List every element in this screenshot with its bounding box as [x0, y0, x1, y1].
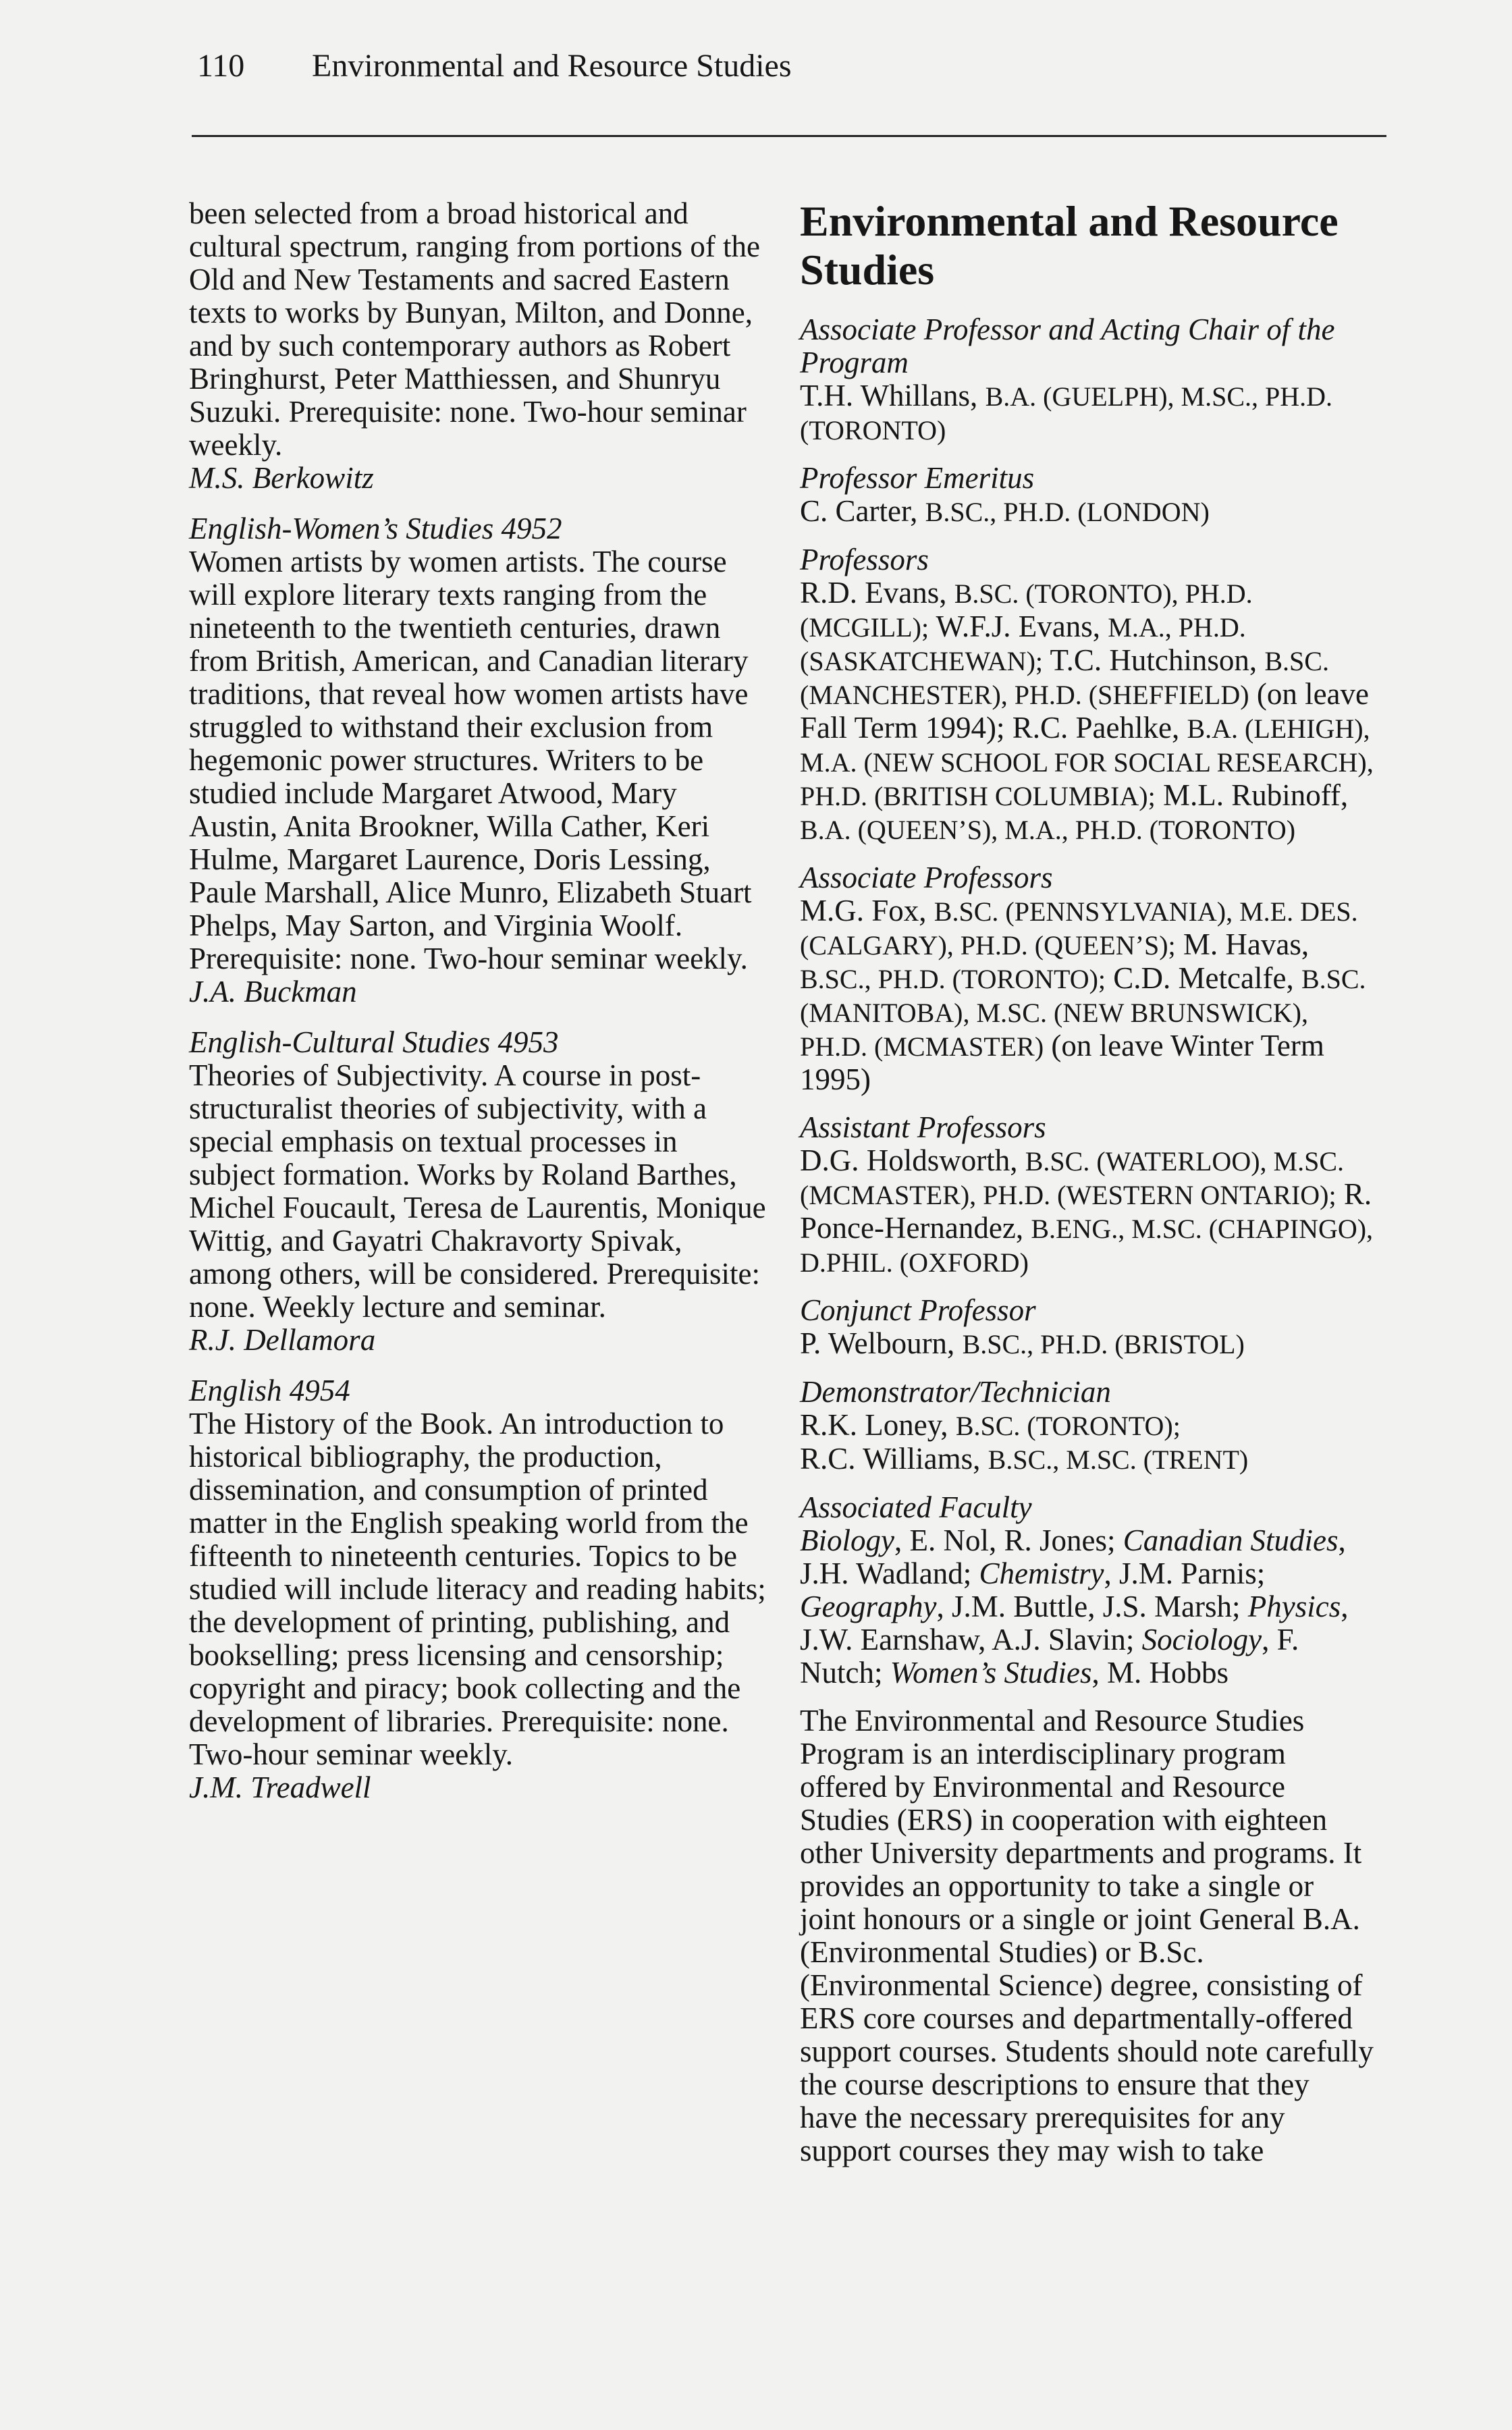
faculty-group-associate-professors [800, 861, 1374, 1096]
faculty-members [800, 576, 1374, 846]
faculty-name: M. Havas, [1183, 927, 1310, 961]
faculty-leave-note: (on leave Fall Term 1994); [800, 677, 1369, 745]
faculty-name: C. Carter, [800, 494, 918, 528]
faculty-group-professor-emeritus [800, 462, 1374, 529]
department-name: Geography [800, 1590, 937, 1623]
faculty-name: R.K. Loney, [800, 1408, 948, 1442]
faculty-members [800, 894, 1374, 1096]
faculty-name: R. Ponce-Hernandez, [800, 1177, 1372, 1245]
right-column [800, 197, 1374, 2167]
faculty-name: C.D. Metcalfe, [1113, 961, 1294, 995]
course-description: Women artists by women artists. The course will explore literary texts ranging from the nineteenth to the twentieth centuries, drawn from British, American, and Canadian literary traditions, that reveal how women artists have struggled to withstand their exclusion from hegemonic power structures. Writers to be studied include Margaret Atwood, Mary Austin, Anita Brookner, Willa Cather, Keri Hulme, Margaret Laurence, Doris Lessing, Paule Marshall, Alice Munro, Elizabeth Stuart Phelps, May Sarton, and Virginia Woolf. Prerequisite: none. Two-hour seminar weekly. [189, 545, 752, 975]
faculty-credentials: B.SC. (WATERLOO), M.SC. (MCMASTER), PH.D. (WESTERN ONTARIO); [800, 1146, 1345, 1210]
faculty-members [800, 379, 1374, 447]
course-title: English-Women’s Studies 4952 [189, 512, 562, 545]
department-name: Women’s Studies [890, 1656, 1092, 1690]
course-entry [189, 512, 770, 1008]
faculty-role: Assistant Professors [800, 1110, 1046, 1144]
associated-faculty-list [800, 1524, 1374, 1690]
faculty-credentials: B.SC., PH.D. (TORONTO); [800, 964, 1106, 994]
faculty-credentials: B.SC., PH.D. (LONDON) [925, 497, 1210, 527]
continued-course-entry [189, 197, 770, 495]
faculty-credentials: B.SC., M.SC. (TRENT) [988, 1444, 1249, 1475]
faculty-name: R.C. Paehlke, [1012, 711, 1180, 745]
course-instructor: M.S. Berkowitz [189, 461, 374, 495]
course-description: Theories of Subjectivity. A course in post-structuralist theories of subjectivity, with a special emphasis on textual processes in subject formation. Works by Roland Barthes, Michel Foucault, Teresa de Laurentis, Monique Wittig, and Gayatri Chakravorty Spivak, among others, will be considered. Prerequisite: none. Weekly lecture and seminar. [189, 1058, 766, 1324]
faculty-name: R.D. Evans, [800, 576, 947, 610]
course-description: The History of the Book. An introduction to historical bibliography, the production, dissemination, and consumption of printed matter in the English speaking world from the fifteenth to nineteenth centuries. Topics to be studied will include literacy and reading habits; the development of printing, publishing, and bookselling; press licensing and censorship; copyright and piracy; book collecting and the development of libraries. Prerequisite: none. Two-hour seminar weekly. [189, 1407, 766, 1771]
faculty-name: M.L. Rubinoff, [1162, 778, 1349, 812]
department-members: , J.M. Buttle, J.S. Marsh; [936, 1590, 1248, 1623]
faculty-name: T.C. Hutchinson, [1050, 643, 1258, 677]
faculty-role: Demonstrator/Technician [800, 1375, 1111, 1409]
faculty-credentials: B.ENG., M.SC. (CHAPINGO), D.PHIL. (OXFORD) [800, 1214, 1374, 1278]
faculty-name: T.H. Whillans, [800, 379, 978, 412]
faculty-credentials: B.SC. (TORONTO); [955, 1411, 1181, 1441]
faculty-group-demonstrator [800, 1376, 1374, 1476]
faculty-role: Professors [800, 543, 929, 576]
faculty-name: W.F.J. Evans, [936, 610, 1101, 643]
section-title: Environmental and Resource Studies [800, 197, 1339, 294]
program-description: The Environmental and Resource Studies Program is an interdisciplinary program offered by Environmental and Resource Studies (ERS) in cooperation with eighteen other University departments and programs. It provides an opportunity to take a single or joint honours or a single or joint General B.A. (Environmental Studies) or B.Sc. (Environmental Science) degree, consisting of ERS core courses and departmentally-offered support courses. Students should note carefully the course descriptions to ensure that they have the necessary prerequisites for any support courses they may wish to take [800, 1704, 1374, 2167]
faculty-credentials: M.A., PH.D. (SASKATCHEWAN); [800, 612, 1246, 676]
course-title: English 4954 [189, 1374, 350, 1407]
faculty-credentials: B.SC. (PENNSYLVANIA), M.E. DES. (CALGARY), PH.D. (QUEEN’S); [800, 896, 1358, 961]
faculty-role: Professor Emeritus [800, 461, 1035, 495]
faculty-role: Conjunct Professor [800, 1293, 1036, 1327]
faculty-role: Associate Professor and Acting Chair of the Program [800, 313, 1335, 379]
course-entry [189, 1374, 770, 1804]
faculty-name: M.G. Fox, [800, 894, 927, 927]
faculty-role: Associate Professors [800, 861, 1053, 894]
left-column [189, 197, 770, 1822]
faculty-name: R.C. Williams, [800, 1442, 981, 1476]
course-instructor: J.M. Treadwell [189, 1771, 371, 1804]
department-members: , J.M. Parnis; [1104, 1557, 1266, 1590]
department-name: Physics [1247, 1590, 1341, 1623]
faculty-credentials: B.A. (GUELPH), M.SC., PH.D. (TORONTO) [800, 381, 1333, 446]
department-name: Canadian Studies [1123, 1523, 1339, 1557]
department-members: , M. Hobbs [1091, 1656, 1229, 1690]
faculty-group-conjunct-professor [800, 1294, 1374, 1361]
course-instructor: J.A. Buckman [189, 975, 357, 1008]
department-members: , F. Nutch; [800, 1623, 1299, 1690]
page-number: 110 [197, 48, 245, 84]
faculty-credentials: B.SC., PH.D. (BRISTOL) [962, 1329, 1245, 1359]
course-title: English-Cultural Studies 4953 [189, 1025, 559, 1059]
department-name: Chemistry [979, 1557, 1104, 1590]
faculty-leave-note: (on leave Winter Term 1995) [800, 1029, 1324, 1096]
faculty-credentials: B.SC. (MANITOBA), M.SC. (NEW BRUNSWICK), PH.D. (MCMASTER) [800, 964, 1366, 1062]
faculty-members [800, 1144, 1374, 1279]
department-members: , E. Nol, R. Jones; [894, 1523, 1123, 1557]
continued-course-description: been selected from a broad historical and cultural spectrum, ranging from portions of the Old and New Testaments and sacred Eastern texts to works by Bunyan, Milton, and Donne, and by such contemporary authors as Robert Bringhurst, Peter Matthiessen, and Shunryu Suzuki. Prerequisite: none. Two-hour seminar weekly. [189, 196, 761, 462]
faculty-group-assistant-professors [800, 1111, 1374, 1279]
faculty-credentials: B.A. (QUEEN’S), M.A., PH.D. (TORONTO) [800, 815, 1296, 845]
faculty-role: Associated Faculty [800, 1490, 1032, 1524]
faculty-credentials: B.SC. (TORONTO), PH.D. (MCGILL); [800, 578, 1253, 643]
faculty-name: P. Welbourn, [800, 1326, 955, 1360]
department-name: Biology [800, 1523, 894, 1557]
faculty-credentials: B.SC. (MANCHESTER), PH.D. (SHEFFIELD) [800, 646, 1329, 710]
course-instructor: R.J. Dellamora [189, 1323, 376, 1357]
faculty-members [800, 1327, 1374, 1361]
course-entry [189, 1026, 770, 1357]
faculty-credentials: B.A. (LEHIGH), M.A. (NEW SCHOOL FOR SOCIAL RESEARCH), PH.D. (BRITISH COLUMBIA); [800, 713, 1374, 811]
faculty-group-associated-faculty [800, 1491, 1374, 1690]
department-name: Sociology [1141, 1623, 1262, 1656]
header-rule [192, 135, 1386, 137]
faculty-group-acting-chair [800, 313, 1374, 447]
faculty-name: D.G. Holdsworth, [800, 1143, 1018, 1177]
running-title: Environmental and Resource Studies [312, 48, 792, 84]
faculty-members [800, 495, 1374, 529]
department-members: , J.H. Wadland; [800, 1523, 1346, 1590]
department-members: , J.W. Earnshaw, A.J. Slavin; [800, 1590, 1349, 1656]
page-header [197, 47, 792, 84]
faculty-members [800, 1409, 1374, 1476]
faculty-group-professors [800, 543, 1374, 846]
